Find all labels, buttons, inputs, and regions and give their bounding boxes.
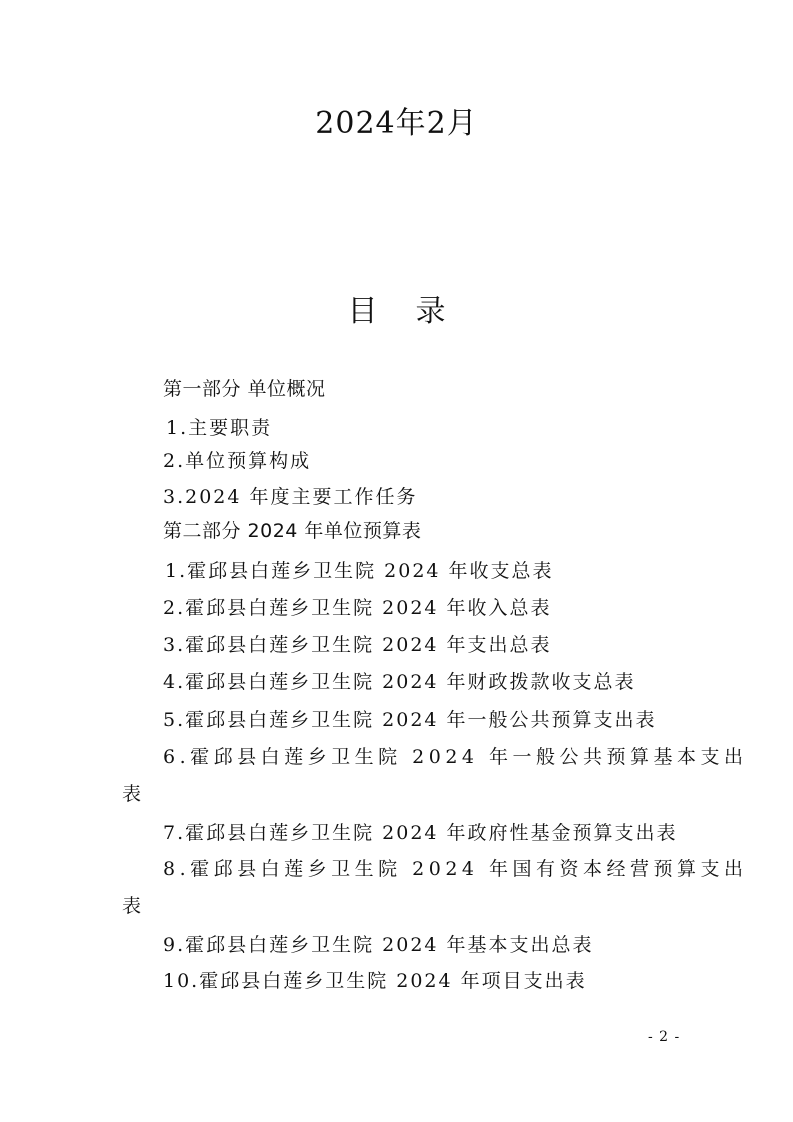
date-line: 2024年2月 [315, 106, 478, 141]
toc-part-1-title: 第一部分 单位概况 [163, 378, 326, 400]
page-number: - 2 - [648, 1029, 681, 1045]
toc-title-char-1: 目 [347, 294, 378, 329]
toc-item: 9.霍邱县白莲乡卫生院 2024 年基本支出总表 [163, 934, 594, 956]
toc-item: 4.霍邱县白莲乡卫生院 2024 年财政拨款收支总表 [163, 671, 636, 693]
toc-title-char-2: 录 [415, 294, 446, 329]
toc-item: 1.霍邱县白莲乡卫生院 2024 年收支总表 [165, 560, 554, 582]
toc-item: 2.单位预算构成 [163, 450, 312, 472]
toc-item-continuation: 表 [122, 783, 144, 805]
toc-item: 10.霍邱县白莲乡卫生院 2024 年项目支出表 [163, 970, 587, 992]
toc-item: 6.霍邱县白莲乡卫生院 2024 年一般公共预算基本支出 [163, 746, 748, 768]
toc-item-continuation: 表 [122, 895, 144, 917]
toc-item: 1.主要职责 [166, 417, 273, 439]
toc-item: 3.霍邱县白莲乡卫生院 2024 年支出总表 [163, 634, 552, 656]
toc-item: 7.霍邱县白莲乡卫生院 2024 年政府性基金预算支出表 [163, 822, 678, 844]
toc-item: 8.霍邱县白莲乡卫生院 2024 年国有资本经营预算支出 [163, 858, 748, 880]
toc-item: 5.霍邱县白莲乡卫生院 2024 年一般公共预算支出表 [163, 709, 657, 731]
toc-part-2-title: 第二部分 2024 年单位预算表 [163, 520, 422, 542]
toc-item: 2.霍邱县白莲乡卫生院 2024 年收入总表 [163, 597, 552, 619]
toc-item: 3.2024 年度主要工作任务 [163, 486, 418, 508]
